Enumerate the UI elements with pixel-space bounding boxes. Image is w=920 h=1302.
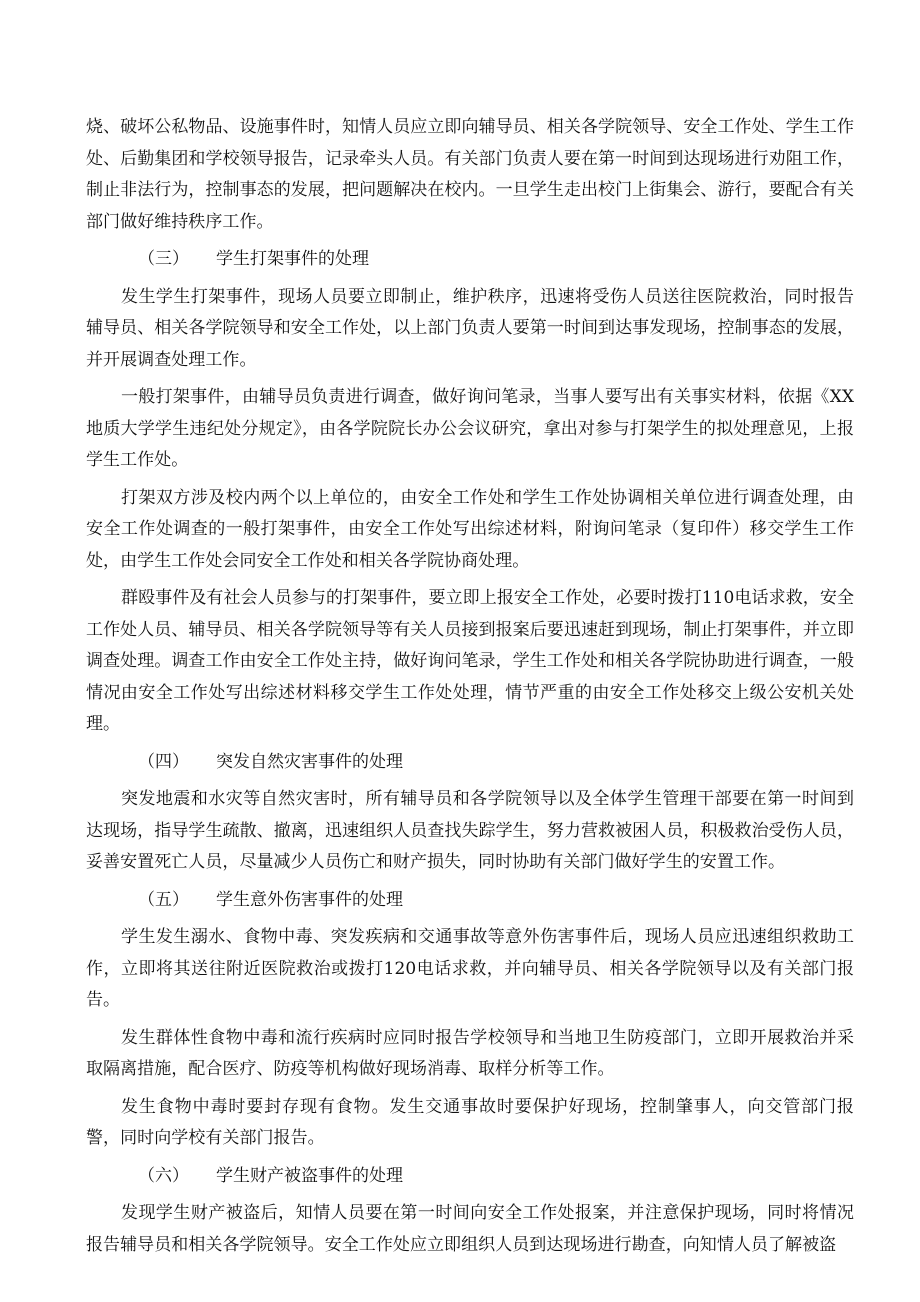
paragraph: 发生学生打架事件，现场人员要立即制止，维护秩序，迅速将受伤人员送往医院救治，同时报告辅导员、相关各学院领导和安全工作处，以上部门负责人要第一时间到达事发现场，控制事态的发展，并开展调查处理工作。 <box>86 286 854 370</box>
paragraph: 打架双方涉及校内两个以上单位的，由安全工作处和学生工作处协调相关单位进行调查处理，由安全工作处调查的一般打架事件，由安全工作处写出综述材料，附询问笔录（复印件）移交学生工作处，由学生工作处会同安全工作处和相关各学院协商处理。 <box>86 487 854 571</box>
section-title: 学生打架事件的处理 <box>216 249 369 269</box>
section-title: 学生财产被盗事件的处理 <box>216 1165 403 1186</box>
paragraph-continued: 烧、破坏公私物品、设施事件时，知情人员应立即向辅导员、相关各学院领导、安全工作处、学生工作处、后勤集团和学校领导报告，记录牵头人员。有关部门负责人要在第一时间到达现场进行劝阻工作，制止非法行为，控制事态的发展，把问题解决在校内。一旦学生走出校门上街集会、游行，要配合有关部门做好维持秩序工作。 <box>86 117 854 232</box>
section-number: （六） <box>138 1165 189 1186</box>
paragraph: 发现学生财产被盗后，知情人员要在第一时间向安全工作处报案，并注意保护现场，同时将情况报告辅导员和相关各学院领导。安全工作处应立即组织人员到达现场进行勘查，向知情人员了解被盗 <box>86 1203 854 1255</box>
section-heading-4 <box>86 747 854 779</box>
section-heading-3 <box>86 244 854 276</box>
section-title: 突发自然灾害事件的处理 <box>216 751 403 772</box>
paragraph: 发生群体性食物中毒和流行疾病时应同时报告学校领导和当地卫生防疫部门，立即开展救治并采取隔离措施，配合医疗、防疫等机构做好现场消毒、取样分析等工作。 <box>86 1027 854 1079</box>
paragraph: 一般打架事件，由辅导员负责进行调查，做好询问笔录，当事人要写出有关事实材料，依据《XX地质大学学生违纪处分规定》，由各学院院长办公会议研究，拿出对参与打架学生的拟处理意见，上报学生工作处。 <box>86 387 854 470</box>
section-heading-5 <box>86 885 854 917</box>
section-heading-6 <box>86 1161 854 1193</box>
section-title: 学生意外伤害事件的处理 <box>216 889 403 910</box>
document-body <box>86 112 854 1267</box>
section-number: （四） <box>138 751 189 772</box>
paragraph: 群殴事件及有社会人员参与的打架事件，要立即上报安全工作处，必要时拨打110电话求救，安全工作处人员、辅导员、相关各学院领导等有关人员接到报案后要迅速赶到现场，制止打架事件，并立即调查处理。调查工作由安全工作处主持，做好询问笔录，学生工作处和相关各学院协助进行调查，一般情况由安全工作处写出综述材料移交学生工作处处理，情节严重的由安全工作处移交上级公安机关处理。 <box>86 588 854 734</box>
paragraph: 学生发生溺水、食物中毒、突发疾病和交通事故等意外伤害事件后，现场人员应迅速组织救助工作，立即将其送往附近医院救治或拨打120电话求救，并向辅导员、相关各学院领导以及有关部门报告。 <box>86 927 854 1010</box>
paragraph: 突发地震和水灾等自然灾害时，所有辅导员和各学院领导以及全体学生管理干部要在第一时间到达现场，指导学生疏散、撤离，迅速组织人员查找失踪学生，努力营救被困人员，积极救治受伤人员，妥善安置死亡人员，尽量减少人员伤亡和财产损失，同时协助有关部门做好学生的安置工作。 <box>86 789 854 872</box>
section-number: （五） <box>138 889 189 910</box>
section-number: （三） <box>138 249 189 269</box>
paragraph: 发生食物中毒时要封存现有食物。发生交通事故时要保护好现场，控制肇事人，向交管部门报警，同时向学校有关部门报告。 <box>86 1096 854 1148</box>
